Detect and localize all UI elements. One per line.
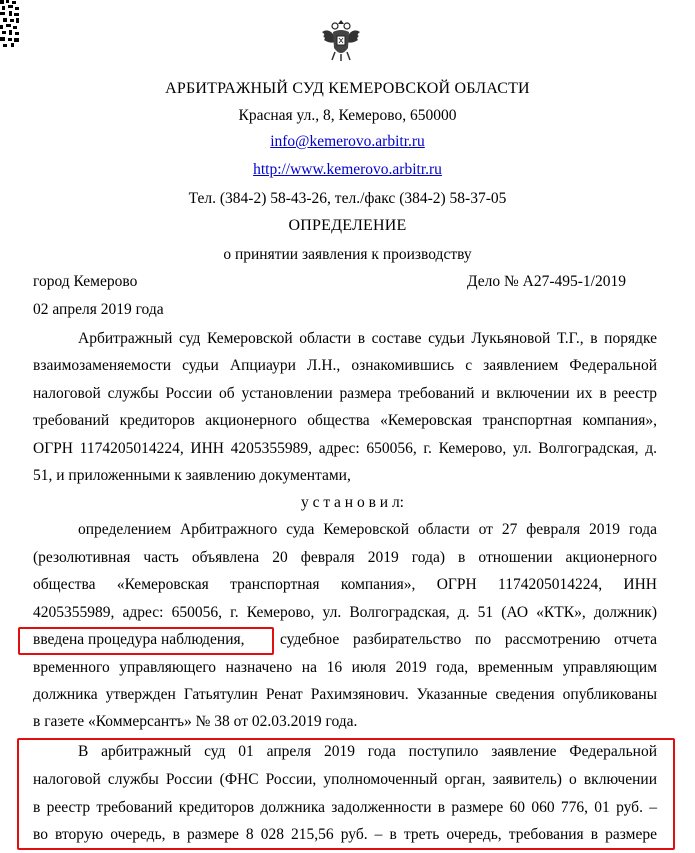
- city: город Кемерово: [33, 273, 138, 290]
- intro-line: ОГРН 1174205014224, ИНН 4205355989, адрес: 650056, г. Кемерово, ул. Волгоградская, д.: [33, 440, 657, 457]
- para1-highlight: введена процедура наблюдения,: [33, 631, 245, 648]
- court-phones: Тел. (384-2) 58-43-26, тел./факс (384-2) 58-37-05: [188, 190, 507, 207]
- para1-line: временного управляющего назначено на 16 июля 2019 года, временным управляющим: [33, 659, 657, 676]
- para2-line: во вторую очередь, в размере 8 028 215,56 руб. – в треть очередь, требования в размере: [33, 826, 657, 843]
- highlight-box-procedure: [18, 627, 274, 655]
- highlight-box-paragraph: [17, 738, 675, 850]
- intro-line: налоговой службы России об установлении размера требований и включении их в реестр: [33, 385, 657, 402]
- intro-line: Арбитражный суд Кемеровской области в составе судьи Лукьяновой Т.Г., в порядке: [78, 330, 657, 347]
- document-date: 02 апреля 2019 года: [33, 301, 164, 318]
- para1-line: 4205355989, адрес: 650056, г. Кемерово, ул. Волгоградская, д. 51 (АО «КТК», должник): [33, 604, 657, 621]
- para2-line: налоговой службы России (ФНС России, уполномоченный орган, заявитель) о включении: [33, 771, 657, 788]
- email-link[interactable]: info@kemerovo.arbitr.ru: [270, 133, 425, 150]
- para1-line: в газете «Коммерсантъ» № 38 от 02.03.2019 года.: [33, 713, 358, 730]
- para2-line: В арбитражный суд 01 апреля 2019 года поступило заявление Федеральной: [78, 743, 657, 760]
- para1-line: общества «Кемеровская транспортная компания», ОГРН 1174205014224, ИНН: [33, 576, 657, 593]
- court-address: Красная ул., 8, Кемерово, 650000: [238, 107, 457, 124]
- para1-line: определением Арбитражного суда Кемеровской области от 27 февраля 2019 года: [78, 521, 657, 538]
- para1-highlight-rest: судебное разбирательство по рассмотрению отчета: [280, 631, 657, 648]
- email-row: [0, 133, 695, 151]
- intro-line: требований кредиторов акционерного общества «Кемеровская транспортная компания»,: [33, 412, 657, 429]
- intro-line: взаимозаменяемости судьи Апциаури Л.Н., ознакомившись с заявлением Федеральной: [33, 357, 657, 374]
- website-link[interactable]: http://www.kemerovo.arbitr.ru: [253, 161, 442, 178]
- established-heading: у с т а н о в и л:: [301, 494, 404, 511]
- para1-line: (резолютивная часть объявлена 20 февраля 2019 года) в отношении акционерного: [33, 549, 657, 566]
- qr-code: [0, 0, 20, 48]
- case-number: Дело № А27-495-1/2019: [467, 273, 626, 290]
- intro-line: 51, и приложенными к заявлению документами,: [33, 467, 351, 484]
- para2-line: в реестр требований кредиторов должника задолженности в размере 60 060 776, 01 руб. –: [33, 799, 657, 816]
- para1-line: должника утвержден Гатьятулин Ренат Рахимзянович. Указанные сведения опубликованы: [33, 686, 657, 703]
- document-title: ОПРЕДЕЛЕНИЕ: [288, 217, 407, 234]
- coat-of-arms-emblem: [318, 18, 364, 62]
- document-subtitle: о принятии заявления к производству: [223, 246, 472, 263]
- court-name: АРБИТРАЖНЫЙ СУД КЕМЕРОВСКОЙ ОБЛАСТИ: [165, 80, 530, 97]
- website-row: [0, 161, 695, 179]
